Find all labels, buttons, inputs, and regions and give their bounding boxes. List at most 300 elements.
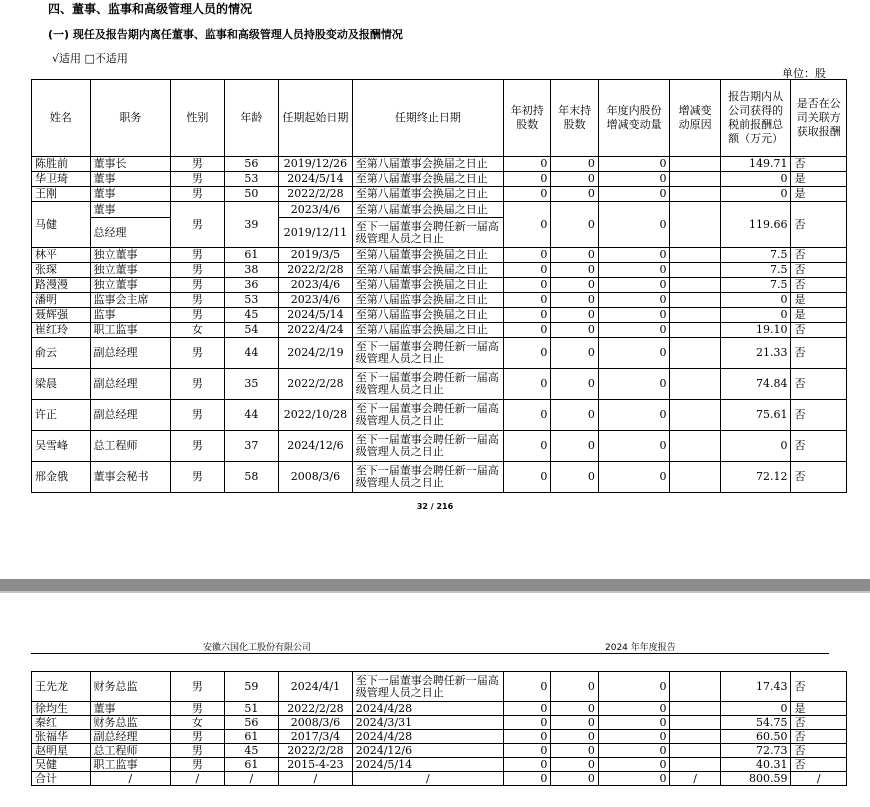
page-number: 32 / 216 <box>416 502 454 511</box>
pay-cell: 119.66 <box>720 202 791 248</box>
end-shares-cell: 0 <box>551 431 598 462</box>
age-cell: 53 <box>224 293 278 308</box>
related-pay-cell: 否 <box>791 369 847 400</box>
header-cell: 年龄 <box>224 80 278 157</box>
pay-cell: 74.84 <box>720 369 791 400</box>
pay-cell: 72.73 <box>720 744 791 758</box>
pay-cell: 60.50 <box>720 730 791 744</box>
end-shares-cell: 0 <box>551 462 598 493</box>
share-change-cell: 0 <box>598 369 670 400</box>
age-cell: 56 <box>224 716 278 730</box>
title-cell: 副总经理 <box>90 369 171 400</box>
end-shares-cell: 0 <box>551 323 598 338</box>
share-change-cell: 0 <box>598 400 670 431</box>
begin-shares-cell: 0 <box>504 730 551 744</box>
name-cell: 崔红玲 <box>32 323 91 338</box>
gender-cell: 男 <box>171 744 224 758</box>
end-date-cell: 至下一届董事会聘任新一届高级管理人员之日止 <box>352 400 503 431</box>
pay-cell: 17.43 <box>720 672 791 702</box>
age-cell: 61 <box>224 758 278 772</box>
title-cell: 独立董事 <box>90 263 171 278</box>
pay-cell: 40.31 <box>720 758 791 772</box>
start-date-cell: 2008/3/6 <box>279 462 353 493</box>
related-pay-cell: 是 <box>791 702 847 716</box>
age-cell: 44 <box>224 400 278 431</box>
pay-cell: 0 <box>720 308 791 323</box>
name-cell: 吴雪峰 <box>32 431 91 462</box>
title-cell: 总工程师 <box>90 744 171 758</box>
gender-cell: / <box>171 772 224 786</box>
pay-cell: 19.10 <box>720 323 791 338</box>
age-cell: / <box>224 772 278 786</box>
begin-shares-cell: 0 <box>504 369 551 400</box>
end-date-cell: 至下一届董事会聘任新一届高级管理人员之日止 <box>352 218 503 248</box>
title-cell: 财务总监 <box>90 716 171 730</box>
change-reason-cell <box>670 308 720 323</box>
table-row <box>32 400 847 431</box>
start-date-cell: 2023/4/6 <box>279 293 353 308</box>
pay-cell: 21.33 <box>720 338 791 369</box>
start-date-cell: 2008/3/6 <box>279 716 353 730</box>
end-shares-cell: 0 <box>551 702 598 716</box>
age-cell: 56 <box>224 157 278 172</box>
name-cell: 王刚 <box>32 187 91 202</box>
gender-cell: 男 <box>171 730 224 744</box>
table-row <box>32 702 847 716</box>
title-cell: 财务总监 <box>90 672 171 702</box>
change-reason-cell <box>670 323 720 338</box>
start-date-cell: 2024/2/19 <box>279 338 353 369</box>
table-row <box>32 744 847 758</box>
title-cell: 董事 <box>90 187 171 202</box>
header-cell: 年度内股份增减变动量 <box>598 80 670 157</box>
share-change-cell: 0 <box>598 758 670 772</box>
share-change-cell: 0 <box>598 278 670 293</box>
end-date-cell: 至第八届董事会换届之日止 <box>352 278 503 293</box>
title-cell: 董事长 <box>90 157 171 172</box>
change-reason-cell <box>670 730 720 744</box>
share-change-cell: 0 <box>598 157 670 172</box>
end-shares-cell: 0 <box>551 369 598 400</box>
header-cell: 姓名 <box>32 80 91 157</box>
age-cell: 50 <box>224 187 278 202</box>
gender-cell: 男 <box>171 672 224 702</box>
change-reason-cell <box>670 172 720 187</box>
table-row <box>32 338 847 369</box>
end-date-cell: / <box>352 772 503 786</box>
change-reason-cell <box>670 293 720 308</box>
related-pay-cell: 否 <box>791 744 847 758</box>
end-shares-cell: 0 <box>551 338 598 369</box>
change-reason-cell <box>670 202 720 248</box>
table-row <box>32 462 847 493</box>
related-pay-cell: 否 <box>791 338 847 369</box>
age-cell: 54 <box>224 323 278 338</box>
share-change-cell: 0 <box>598 338 670 369</box>
end-date-cell: 至第八届董事会换届之日止 <box>352 187 503 202</box>
end-shares-cell: 0 <box>551 758 598 772</box>
table-row <box>32 323 847 338</box>
start-date-cell: 2015-4-23 <box>279 758 353 772</box>
change-reason-cell <box>670 431 720 462</box>
footer-report-title: 2024 年年度报告 <box>605 643 676 653</box>
end-date-cell: 至下一届董事会聘任新一届高级管理人员之日止 <box>352 338 503 369</box>
end-date-cell: 2024/12/6 <box>352 744 503 758</box>
start-date-cell: 2024/12/6 <box>279 431 353 462</box>
page-separator-edge <box>0 591 870 593</box>
name-cell: 华卫琦 <box>32 172 91 187</box>
pay-cell: 7.5 <box>720 248 791 263</box>
related-pay-cell: 否 <box>791 462 847 493</box>
gender-cell: 男 <box>171 758 224 772</box>
end-shares-cell: 0 <box>551 672 598 702</box>
page-separator <box>0 579 870 591</box>
director-compensation-table-continued <box>31 671 847 786</box>
related-pay-cell: 是 <box>791 187 847 202</box>
start-date-cell: 2022/10/28 <box>279 400 353 431</box>
table-header-row <box>32 80 847 157</box>
start-date-cell: 2024/5/14 <box>279 172 353 187</box>
title-cell: 职工监事 <box>90 758 171 772</box>
gender-cell: 男 <box>171 248 224 263</box>
end-shares-cell: 0 <box>551 187 598 202</box>
share-change-cell: 0 <box>598 702 670 716</box>
end-date-cell: 至第八届监事会换届之日止 <box>352 323 503 338</box>
age-cell: 35 <box>224 369 278 400</box>
change-reason-cell: / <box>670 772 720 786</box>
table-row <box>32 672 847 702</box>
header-cell: 性别 <box>171 80 224 157</box>
related-pay-cell: 是 <box>791 293 847 308</box>
gender-cell: 男 <box>171 462 224 493</box>
end-date-cell: 至第八届监事会换届之日止 <box>352 308 503 323</box>
title-cell: 职工监事 <box>90 323 171 338</box>
table-row <box>32 172 847 187</box>
age-cell: 61 <box>224 248 278 263</box>
name-cell: 王先龙 <box>32 672 91 702</box>
end-date-cell: 至下一届董事会聘任新一届高级管理人员之日止 <box>352 369 503 400</box>
gender-cell: 男 <box>171 172 224 187</box>
title-cell: 总经理 <box>90 218 171 248</box>
end-shares-cell: 0 <box>551 772 598 786</box>
begin-shares-cell: 0 <box>504 758 551 772</box>
table-row <box>32 187 847 202</box>
pay-cell: 0 <box>720 187 791 202</box>
related-pay-cell: 否 <box>791 278 847 293</box>
start-date-cell: 2022/2/28 <box>279 744 353 758</box>
share-change-cell: 0 <box>598 172 670 187</box>
related-pay-cell: 否 <box>791 758 847 772</box>
start-date-cell: 2022/2/28 <box>279 369 353 400</box>
end-date-cell: 至第八届董事会换届之日止 <box>352 157 503 172</box>
age-cell: 36 <box>224 278 278 293</box>
name-cell: 合计 <box>32 772 91 786</box>
title-cell: 副总经理 <box>90 730 171 744</box>
name-cell: 赵明星 <box>32 744 91 758</box>
age-cell: 39 <box>224 202 278 248</box>
start-date-cell: 2024/5/14 <box>279 308 353 323</box>
name-cell: 吴健 <box>32 758 91 772</box>
header-rule <box>31 653 829 654</box>
end-shares-cell: 0 <box>551 202 598 248</box>
name-cell: 邢金俄 <box>32 462 91 493</box>
change-reason-cell <box>670 758 720 772</box>
title-cell: 副总经理 <box>90 400 171 431</box>
share-change-cell: 0 <box>598 730 670 744</box>
gender-cell: 男 <box>171 338 224 369</box>
change-reason-cell <box>670 702 720 716</box>
gender-cell: 男 <box>171 308 224 323</box>
share-change-cell: 0 <box>598 744 670 758</box>
start-date-cell: 2022/2/28 <box>279 263 353 278</box>
change-reason-cell <box>670 248 720 263</box>
share-change-cell: 0 <box>598 323 670 338</box>
begin-shares-cell: 0 <box>504 772 551 786</box>
pay-cell: 72.12 <box>720 462 791 493</box>
end-shares-cell: 0 <box>551 248 598 263</box>
title-cell: 副总经理 <box>90 338 171 369</box>
header-cell: 年初持股数 <box>504 80 551 157</box>
share-change-cell: 0 <box>598 672 670 702</box>
title-cell: 董事 <box>90 172 171 187</box>
pay-cell: 0 <box>720 172 791 187</box>
age-cell: 61 <box>224 730 278 744</box>
header-cell: 任期起始日期 <box>279 80 353 157</box>
total-row <box>32 772 847 786</box>
title-cell: 董事 <box>90 202 171 218</box>
change-reason-cell <box>670 338 720 369</box>
pay-cell: 75.61 <box>720 400 791 431</box>
begin-shares-cell: 0 <box>504 278 551 293</box>
age-cell: 59 <box>224 672 278 702</box>
gender-cell: 男 <box>171 369 224 400</box>
change-reason-cell <box>670 462 720 493</box>
begin-shares-cell: 0 <box>504 338 551 369</box>
begin-shares-cell: 0 <box>504 323 551 338</box>
table-row <box>32 157 847 172</box>
name-cell: 许正 <box>32 400 91 431</box>
unit-label: 单位：股 <box>782 67 826 80</box>
end-date-cell: 2024/5/14 <box>352 758 503 772</box>
table-row <box>32 758 847 772</box>
share-change-cell: 0 <box>598 462 670 493</box>
end-date-cell: 2024/3/31 <box>352 716 503 730</box>
title-cell: 独立董事 <box>90 278 171 293</box>
table-row <box>32 202 847 218</box>
table-row <box>32 716 847 730</box>
header-cell: 职务 <box>90 80 171 157</box>
related-pay-cell: 否 <box>791 248 847 263</box>
end-shares-cell: 0 <box>551 157 598 172</box>
related-pay-cell: 否 <box>791 263 847 278</box>
header-cell: 报告期内从公司获得的税前报酬总额（万元） <box>720 80 791 157</box>
name-cell: 梁晨 <box>32 369 91 400</box>
share-change-cell: 0 <box>598 187 670 202</box>
end-shares-cell: 0 <box>551 400 598 431</box>
end-shares-cell: 0 <box>551 172 598 187</box>
end-shares-cell: 0 <box>551 716 598 730</box>
begin-shares-cell: 0 <box>504 172 551 187</box>
related-pay-cell: 否 <box>791 730 847 744</box>
begin-shares-cell: 0 <box>504 308 551 323</box>
related-pay-cell: 否 <box>791 672 847 702</box>
end-date-cell: 2024/4/28 <box>352 702 503 716</box>
end-date-cell: 2024/4/28 <box>352 730 503 744</box>
change-reason-cell <box>670 716 720 730</box>
header-cell: 任期终止日期 <box>352 80 503 157</box>
gender-cell: 男 <box>171 263 224 278</box>
begin-shares-cell: 0 <box>504 248 551 263</box>
gender-cell: 男 <box>171 157 224 172</box>
table-row <box>32 248 847 263</box>
change-reason-cell <box>670 369 720 400</box>
start-date-cell: 2023/4/6 <box>279 278 353 293</box>
change-reason-cell <box>670 400 720 431</box>
name-cell: 马健 <box>32 202 91 248</box>
change-reason-cell <box>670 187 720 202</box>
name-cell: 潘明 <box>32 293 91 308</box>
pay-cell: 149.71 <box>720 157 791 172</box>
start-date-cell: / <box>279 772 353 786</box>
gender-cell: 男 <box>171 187 224 202</box>
header-cell: 增减变动原因 <box>670 80 720 157</box>
start-date-cell: 2022/4/24 <box>279 323 353 338</box>
change-reason-cell <box>670 157 720 172</box>
end-shares-cell: 0 <box>551 263 598 278</box>
gender-cell: 男 <box>171 400 224 431</box>
title-cell: 总工程师 <box>90 431 171 462</box>
share-change-cell: 0 <box>598 431 670 462</box>
end-date-cell: 至下一届董事会聘任新一届高级管理人员之日止 <box>352 431 503 462</box>
start-date-cell: 2019/12/11 <box>279 218 353 248</box>
start-date-cell: 2024/4/1 <box>279 672 353 702</box>
section-title: 四、董事、监事和高级管理人员的情况 <box>48 2 253 16</box>
start-date-cell: 2019/12/26 <box>279 157 353 172</box>
related-pay-cell: 否 <box>791 400 847 431</box>
begin-shares-cell: 0 <box>504 744 551 758</box>
name-cell: 俞云 <box>32 338 91 369</box>
end-shares-cell: 0 <box>551 308 598 323</box>
gender-cell: 男 <box>171 202 224 248</box>
end-date-cell: 至第八届董事会换届之日止 <box>352 172 503 187</box>
pay-cell: 0 <box>720 431 791 462</box>
pay-cell: 0 <box>720 702 791 716</box>
title-cell: / <box>90 772 171 786</box>
related-pay-cell: 否 <box>791 431 847 462</box>
title-cell: 独立董事 <box>90 248 171 263</box>
header-cell: 是否在公司关联方获取报酬 <box>791 80 847 157</box>
pay-cell: 54.75 <box>720 716 791 730</box>
age-cell: 53 <box>224 172 278 187</box>
gender-cell: 男 <box>171 293 224 308</box>
related-pay-cell: 是 <box>791 308 847 323</box>
name-cell: 张琛 <box>32 263 91 278</box>
end-date-cell: 至下一届董事会聘任新一届高级管理人员之日止 <box>352 672 503 702</box>
change-reason-cell <box>670 672 720 702</box>
change-reason-cell <box>670 263 720 278</box>
begin-shares-cell: 0 <box>504 293 551 308</box>
begin-shares-cell: 0 <box>504 702 551 716</box>
age-cell: 38 <box>224 263 278 278</box>
end-shares-cell: 0 <box>551 278 598 293</box>
age-cell: 45 <box>224 744 278 758</box>
age-cell: 44 <box>224 338 278 369</box>
share-change-cell: 0 <box>598 716 670 730</box>
pay-cell: 0 <box>720 293 791 308</box>
share-change-cell: 0 <box>598 248 670 263</box>
header-cell: 年末持股数 <box>551 80 598 157</box>
table-row <box>32 278 847 293</box>
table-row <box>32 308 847 323</box>
share-change-cell: 0 <box>598 293 670 308</box>
table-row <box>32 263 847 278</box>
age-cell: 51 <box>224 702 278 716</box>
footer-company-name: 安徽六国化工股份有限公司 <box>203 643 312 653</box>
name-cell: 陈胜前 <box>32 157 91 172</box>
name-cell: 林平 <box>32 248 91 263</box>
related-pay-cell: 否 <box>791 202 847 248</box>
related-pay-cell: / <box>791 772 847 786</box>
begin-shares-cell: 0 <box>504 187 551 202</box>
gender-cell: 男 <box>171 278 224 293</box>
subsection-title: (一) 现任及报告期内离任董事、监事和高级管理人员持股变动及报酬情况 <box>48 28 403 41</box>
table-row <box>32 730 847 744</box>
end-date-cell: 至第八届监事会换届之日止 <box>352 293 503 308</box>
pay-cell: 7.5 <box>720 263 791 278</box>
begin-shares-cell: 0 <box>504 202 551 248</box>
name-cell: 张福华 <box>32 730 91 744</box>
start-date-cell: 2022/2/28 <box>279 702 353 716</box>
name-cell: 聂辉强 <box>32 308 91 323</box>
end-shares-cell: 0 <box>551 293 598 308</box>
gender-cell: 男 <box>171 431 224 462</box>
end-date-cell: 至下一届董事会聘任新一届高级管理人员之日止 <box>352 462 503 493</box>
name-cell: 路漫漫 <box>32 278 91 293</box>
pay-cell: 7.5 <box>720 278 791 293</box>
start-date-cell: 2017/3/4 <box>279 730 353 744</box>
begin-shares-cell: 0 <box>504 263 551 278</box>
gender-cell: 男 <box>171 702 224 716</box>
end-date-cell: 至第八届董事会换届之日止 <box>352 248 503 263</box>
end-date-cell: 至第八届董事会换届之日止 <box>352 202 503 218</box>
end-shares-cell: 0 <box>551 730 598 744</box>
start-date-cell: 2022/2/28 <box>279 187 353 202</box>
applicability-note: √适用 □不适用 <box>52 52 128 65</box>
name-cell: 徐均生 <box>32 702 91 716</box>
begin-shares-cell: 0 <box>504 431 551 462</box>
related-pay-cell: 否 <box>791 157 847 172</box>
share-change-cell: 0 <box>598 308 670 323</box>
gender-cell: 女 <box>171 716 224 730</box>
age-cell: 45 <box>224 308 278 323</box>
end-date-cell: 至第八届董事会换届之日止 <box>352 263 503 278</box>
age-cell: 37 <box>224 431 278 462</box>
related-pay-cell: 是 <box>791 172 847 187</box>
director-compensation-table <box>31 79 847 493</box>
title-cell: 董事 <box>90 702 171 716</box>
begin-shares-cell: 0 <box>504 716 551 730</box>
related-pay-cell: 否 <box>791 716 847 730</box>
start-date-cell: 2023/4/6 <box>279 202 353 218</box>
begin-shares-cell: 0 <box>504 462 551 493</box>
related-pay-cell: 否 <box>791 323 847 338</box>
title-cell: 监事会主席 <box>90 293 171 308</box>
title-cell: 董事会秘书 <box>90 462 171 493</box>
end-shares-cell: 0 <box>551 744 598 758</box>
share-change-cell: 0 <box>598 772 670 786</box>
change-reason-cell <box>670 278 720 293</box>
begin-shares-cell: 0 <box>504 672 551 702</box>
